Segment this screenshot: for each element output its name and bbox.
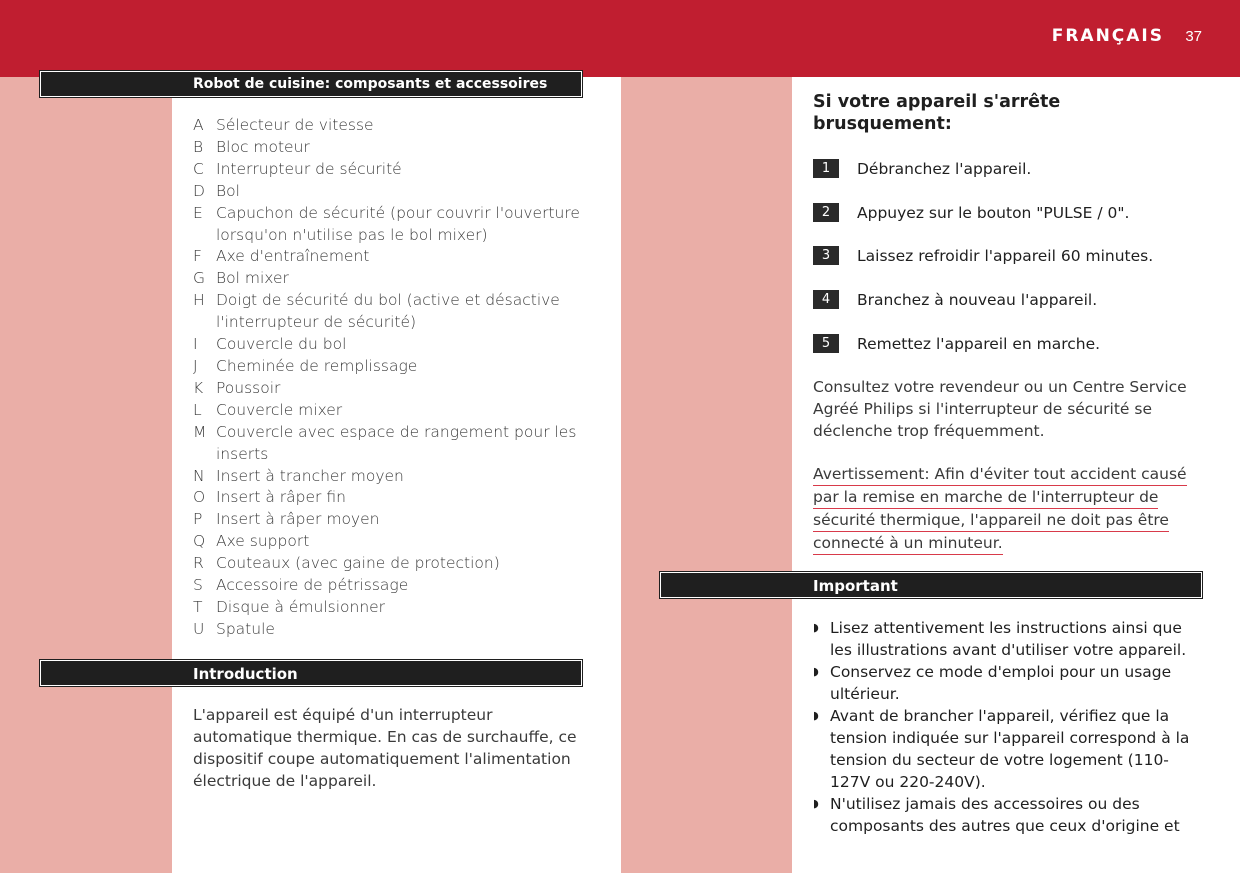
- bullet-icon: ◗: [813, 797, 819, 810]
- step-item: [813, 289, 1213, 311]
- list-item: [193, 334, 588, 356]
- item-text: Couvercle avec espace de rangement pour les inserts: [216, 422, 577, 463]
- item-text: Interrupteur de sécurité: [216, 159, 402, 178]
- section-title-introduction: Introduction: [193, 665, 298, 683]
- section-title-important: Important: [813, 577, 898, 595]
- item-text: Couteaux (avec gaine de protection): [216, 554, 500, 573]
- item-letter: E: [193, 203, 203, 222]
- list-item: [193, 422, 588, 466]
- item-letter: N: [193, 466, 205, 485]
- stop-heading: Si votre appareil s'arrête brusquement:: [813, 92, 1061, 134]
- item-text: Spatule: [216, 619, 275, 638]
- bullet-icon: ◗: [813, 621, 819, 634]
- list-item: [193, 466, 588, 488]
- item-text: Avant de brancher l'appareil, vérifiez que la tension indiquée sur l'appareil correspond à la tension du secteur de votre logement (110-127V ou 220-240V).: [830, 707, 1190, 791]
- step-number: 2: [813, 203, 839, 222]
- item-text: N'utilisez jamais des accessoires ou des composants des autres que ceux d'origine et: [830, 795, 1180, 835]
- list-item: [813, 793, 1208, 837]
- right-margin-column: [621, 77, 792, 873]
- item-text: Couvercle mixer: [216, 400, 343, 419]
- list-item: [193, 575, 588, 597]
- warning-line: Avertissement: Afin d'éviter tout accident causé: [813, 463, 1187, 486]
- list-item: [193, 115, 588, 137]
- item-letter: T: [193, 597, 203, 616]
- item-text: Sélecteur de vitesse: [216, 116, 374, 134]
- item-text: Capuchon de sécurité (pour couvrir l'ouverture lorsqu'on n'utilise pas le bol mixer): [216, 203, 580, 244]
- consult-paragraph: Consultez votre revendeur ou un Centre Service Agréé Philips si l'interrupteur de sécurité se déclenche trop fréquemment.: [813, 378, 1187, 440]
- important-list: [813, 617, 1208, 837]
- item-text: Couvercle du bol: [216, 335, 347, 354]
- item-letter: C: [193, 159, 204, 178]
- item-letter: D: [193, 181, 205, 200]
- item-letter: Q: [193, 532, 206, 551]
- list-item: [193, 246, 588, 268]
- list-item: [193, 137, 588, 159]
- step-number: 4: [813, 290, 839, 309]
- section-title-components: Robot de cuisine: composants et accessoires: [193, 76, 548, 92]
- bullet-icon: ◗: [813, 709, 819, 722]
- item-text: Bloc moteur: [216, 137, 310, 156]
- section-bar-important: [660, 572, 1202, 598]
- item-text: Bol: [216, 181, 240, 200]
- bullet-icon: ◗: [813, 665, 819, 678]
- item-letter: P: [193, 510, 203, 529]
- item-letter: H: [193, 291, 205, 310]
- item-letter: K: [193, 378, 204, 397]
- step-item: [813, 158, 1213, 180]
- item-letter: O: [193, 488, 206, 507]
- item-text: Conservez ce mode d'emploi pour un usage ultérieur.: [830, 663, 1172, 703]
- components-list: [193, 115, 588, 641]
- list-item: [193, 268, 588, 290]
- list-item: [193, 356, 588, 378]
- list-item: [813, 617, 1208, 661]
- page-number: 37: [1185, 28, 1202, 45]
- step-text: Laissez refroidir l'appareil 60 minutes.: [857, 247, 1154, 265]
- step-text: Remettez l'appareil en marche.: [857, 335, 1101, 353]
- item-letter: G: [193, 269, 206, 288]
- list-item: [193, 619, 588, 641]
- step-text: Débranchez l'appareil.: [857, 160, 1032, 178]
- item-text: Poussoir: [216, 378, 281, 397]
- step-number: 3: [813, 246, 839, 265]
- item-text: Bol mixer: [216, 269, 289, 288]
- warning-line: sécurité thermique, l'appareil ne doit pas être: [813, 509, 1169, 532]
- item-text: Axe d'entraînement: [216, 247, 370, 266]
- item-letter: R: [193, 554, 204, 573]
- item-letter: F: [193, 247, 202, 266]
- list-item: [193, 378, 588, 400]
- item-text: Cheminée de remplissage: [216, 356, 418, 375]
- item-letter: I: [193, 335, 198, 354]
- step-number: 5: [813, 334, 839, 353]
- list-item: [193, 203, 588, 247]
- item-text: Lisez attentivement les instructions ainsi que les illustrations avant d'utiliser votre appareil.: [830, 619, 1187, 659]
- list-item: [813, 705, 1208, 793]
- item-text: Doigt de sécurité du bol (active et désactive l'interrupteur de sécurité): [216, 291, 560, 332]
- language-label: FRANÇAIS: [1051, 26, 1164, 46]
- item-text: Axe support: [216, 532, 310, 551]
- header-band: [0, 0, 1240, 77]
- list-item: [193, 509, 588, 531]
- list-item: [193, 159, 588, 181]
- item-text: Accessoire de pétrissage: [216, 576, 409, 595]
- item-text: Insert à trancher moyen: [216, 466, 404, 485]
- step-item: [813, 245, 1213, 267]
- step-item: [813, 333, 1213, 355]
- list-item: [193, 400, 588, 422]
- item-letter: M: [193, 422, 207, 441]
- step-number: 1: [813, 159, 839, 178]
- item-letter: J: [193, 356, 198, 375]
- item-letter: A: [193, 116, 204, 134]
- item-text: Insert à râper moyen: [216, 510, 380, 529]
- list-item: [813, 661, 1208, 705]
- item-letter: S: [193, 576, 203, 595]
- step-text: Branchez à nouveau l'appareil.: [857, 291, 1098, 309]
- left-margin-column: [0, 77, 172, 873]
- warning-line: connecté à un minuteur.: [813, 532, 1003, 555]
- item-text: Insert à râper fin: [216, 488, 346, 507]
- item-letter: U: [193, 619, 205, 638]
- warning-paragraph: [813, 463, 1198, 555]
- step-item: [813, 202, 1213, 224]
- list-item: [193, 531, 588, 553]
- list-item: [193, 487, 588, 509]
- item-text: Disque à émulsionner: [216, 597, 386, 616]
- item-letter: L: [193, 400, 202, 419]
- list-item: [193, 597, 588, 619]
- introduction-body: L'appareil est équipé d'un interrupteur automatique thermique. En cas de surchauffe, ce dispositif coupe automatiquement l'alimentation électrique de l'appareil.: [193, 706, 577, 790]
- list-item: [193, 290, 588, 334]
- item-letter: B: [193, 137, 204, 156]
- step-text: Appuyez sur le bouton "PULSE / 0".: [857, 204, 1130, 222]
- list-item: [193, 553, 588, 575]
- list-item: [193, 181, 588, 203]
- warning-line: par la remise en marche de l'interrupteur de: [813, 486, 1158, 509]
- section-bar-introduction: [40, 660, 582, 686]
- section-bar-components: [40, 71, 582, 97]
